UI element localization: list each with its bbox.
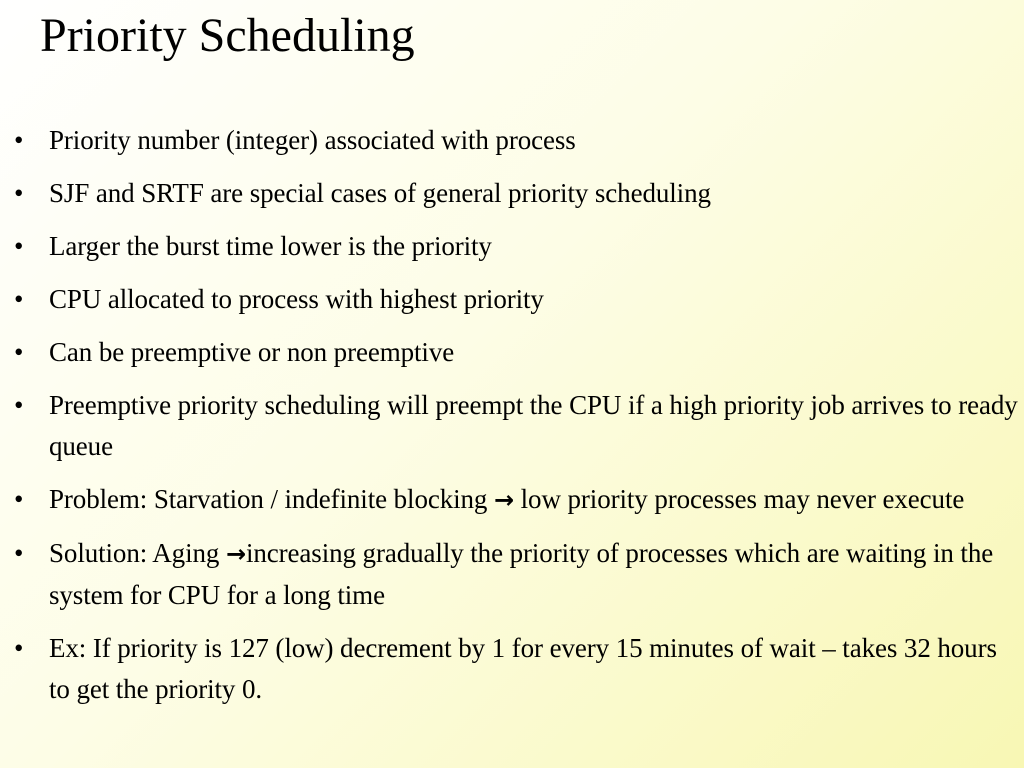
bullet-icon: • (14, 178, 24, 208)
bullet-item (0, 479, 1024, 521)
bullet-text: low priority processes may never execute (514, 484, 965, 514)
bullet-icon: • (14, 337, 24, 367)
right-arrow-icon: → (225, 540, 246, 568)
bullet-text: Priority number (integer) associated with process (49, 125, 576, 155)
bullet-item (0, 279, 1024, 320)
bullet-icon: • (14, 538, 24, 568)
right-arrow-icon: → (493, 486, 514, 514)
slide-title: Priority Scheduling (40, 9, 415, 62)
bullet-icon: • (14, 484, 24, 514)
bullet-item (0, 533, 1024, 616)
bullet-text: Solution: Aging (49, 538, 226, 568)
bullet-icon: • (14, 284, 24, 314)
bullet-item (0, 385, 1024, 467)
bullet-item (0, 628, 1024, 710)
bullet-text: Ex: If priority is 127 (low) decrement by 1 for every 15 minutes of wait – takes 32 hours to get the priority 0. (49, 633, 997, 704)
bullet-icon: • (14, 390, 24, 420)
bullet-item (0, 332, 1024, 373)
bullet-text: increasing gradually the priority of processes which are waiting in the system for CPU for a long time (49, 538, 994, 610)
bullet-icon: • (14, 125, 24, 155)
bullet-text: Preemptive priority scheduling will preempt the CPU if a high priority job arrives to ready queue (49, 390, 1018, 461)
bullet-item (0, 173, 1024, 214)
bullet-text: Problem: Starvation / indefinite blocking (49, 484, 494, 514)
bullet-item (0, 120, 1024, 161)
bullet-icon: • (14, 633, 24, 663)
bullet-item (0, 226, 1024, 267)
bullet-text: SJF and SRTF are special cases of general priority scheduling (49, 178, 711, 208)
bullet-text: Can be preemptive or non preemptive (49, 337, 455, 367)
bullet-list (0, 120, 1024, 722)
bullet-text: CPU allocated to process with highest priority (49, 284, 544, 314)
bullet-icon: • (14, 231, 24, 261)
bullet-text: Larger the burst time lower is the priority (49, 231, 492, 261)
